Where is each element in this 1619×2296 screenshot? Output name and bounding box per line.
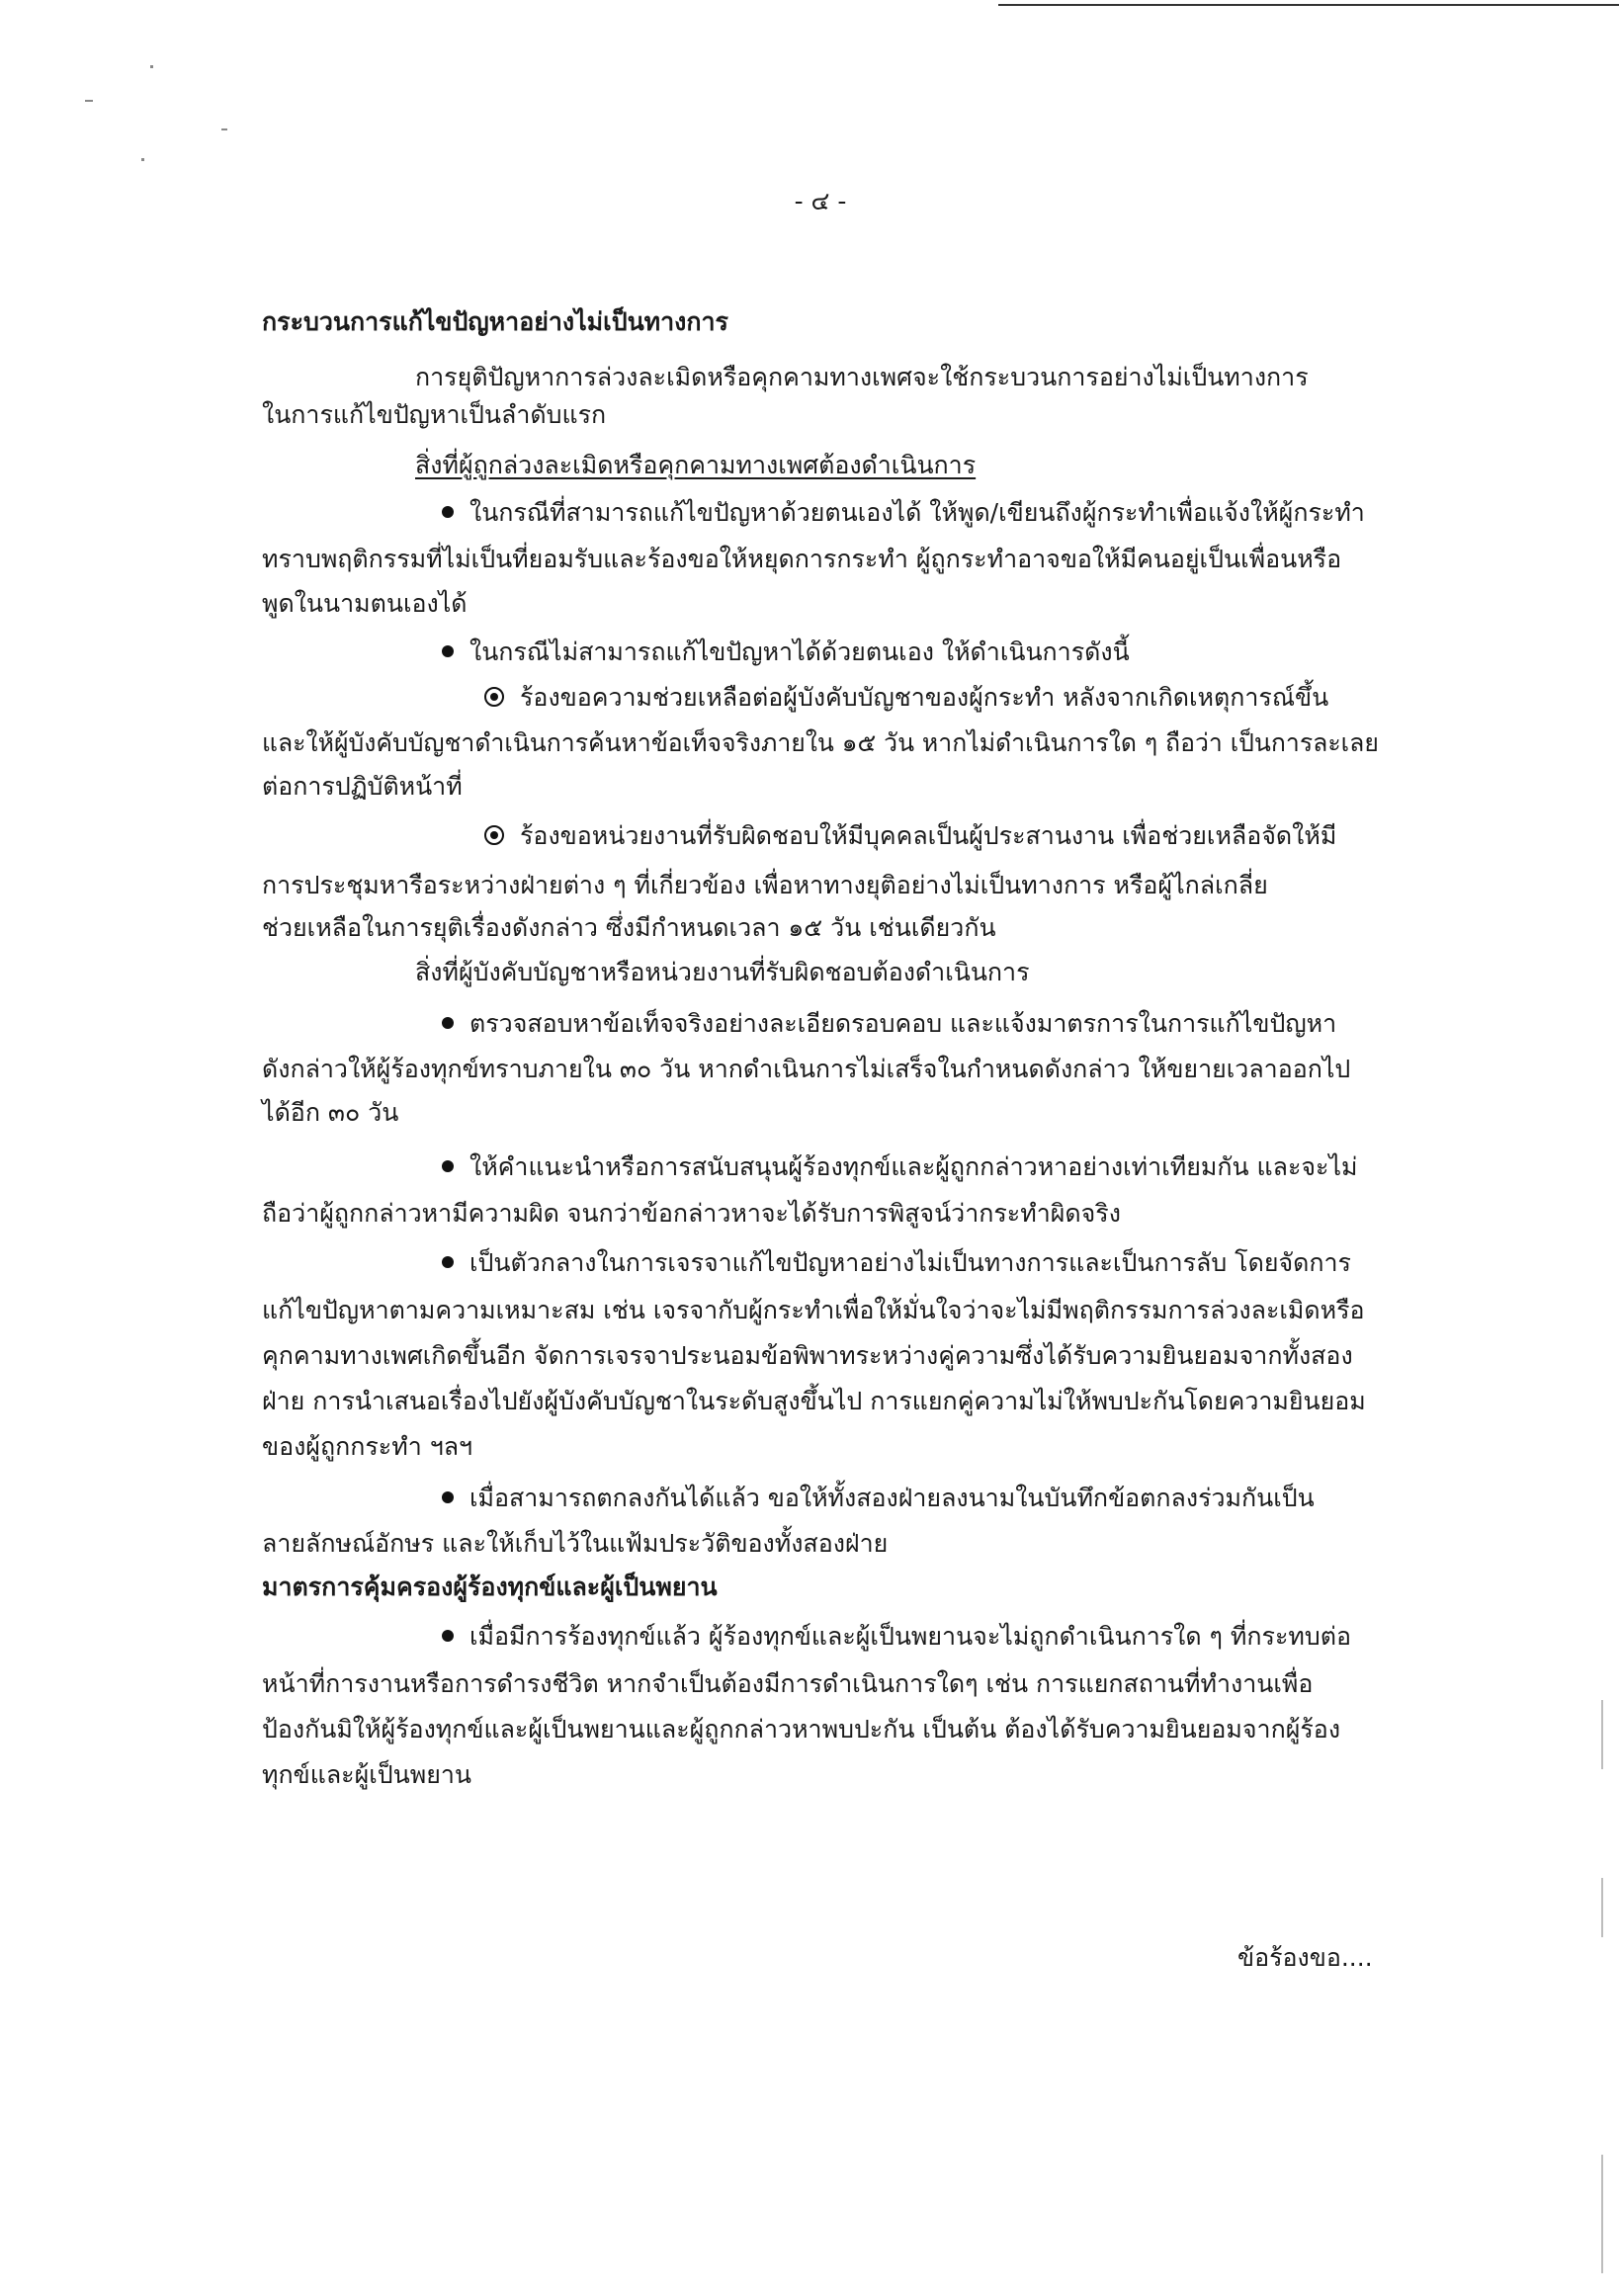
paragraph-line: การประชุมหารือระหว่างฝ่ายต่าง ๆ ที่เกี่ยวข้อง เพื่อหาทางยุติอย่างไม่เป็นทางการ หรือผู้ไกล่เกลี่ย bbox=[262, 871, 1268, 899]
scan-edge-mark bbox=[1601, 1700, 1603, 1769]
bullet-icon bbox=[442, 645, 454, 657]
paragraph-line: ถือว่าผู้ถูกกล่าวหามีความผิด จนกว่าข้อกล่าวหาจะได้รับการพิสูจน์ว่ากระทำผิดจริง bbox=[262, 1199, 1121, 1228]
bullet-paragraph: ในกรณีที่สามารถแก้ไขปัญหาด้วยตนเองได้ ให้พูด/เขียนถึงผู้กระทำเพื่อแจ้งให้ผู้กระทำ bbox=[442, 497, 1365, 529]
section-heading-informal: กระบวนการแก้ไขปัญหาอย่างไม่เป็นทางการ bbox=[262, 307, 728, 336]
paragraph-line: หน้าที่การงานหรือการดำรงชีวิต หากจำเป็นต้องมีการดำเนินการใดๆ เช่น การแยกสถานที่ทำงานเพื่อ bbox=[262, 1669, 1314, 1698]
sub-bullet-paragraph: ร้องขอหน่วยงานที่รับผิดชอบให้มีบุคคลเป็นผู้ประสานงาน เพื่อช่วยเหลือจัดให้มี bbox=[484, 820, 1336, 852]
bullet-paragraph: ให้คำแนะนำหรือการสนับสนุนผู้ร้องทุกข์และผู้ถูกกล่าวหาอย่างเท่าเทียมกัน และจะไม่ bbox=[442, 1151, 1358, 1183]
paragraph-line: ต่อการปฏิบัติหน้าที่ bbox=[262, 772, 463, 801]
paragraph-line: ป้องกันมิให้ผู้ร้องทุกข์และผู้เป็นพยานและผู้ถูกกล่าวหาพบปะกัน เป็นต้น ต้องได้รับความยินยอมจากผู้ร้อง bbox=[262, 1715, 1341, 1743]
bullet-icon bbox=[442, 506, 454, 518]
bullet-icon bbox=[442, 1017, 454, 1029]
scan-speck bbox=[221, 128, 227, 130]
intro-line: การยุติปัญหาการล่วงละเมิดหรือคุกคามทางเพศจะใช้กระบวนการอย่างไม่เป็นทางการ bbox=[415, 363, 1309, 391]
continuation-note: ข้อร้องขอ.... bbox=[1237, 1943, 1373, 1972]
page-number: - ๔ - bbox=[794, 187, 847, 215]
subheading-supervisor: สิ่งที่ผู้บังคับบัญชาหรือหน่วยงานที่รับผิดชอบต้องดำเนินการ bbox=[415, 958, 1030, 986]
paragraph-line: แก้ไขปัญหาตามความเหมาะสม เช่น เจรจากับผู้กระทำเพื่อให้มั่นใจว่าจะไม่มีพฤติกรรมการล่วงละเมิดหรือ bbox=[262, 1296, 1365, 1324]
bullet-paragraph: เป็นตัวกลางในการเจรจาแก้ไขปัญหาอย่างไม่เป็นทางการและเป็นการลับ โดยจัดการ bbox=[442, 1247, 1351, 1279]
paragraph-line: ช่วยเหลือในการยุติเรื่องดังกล่าว ซึ่งมีกำหนดเวลา ๑๕ วัน เช่นเดียวกัน bbox=[262, 913, 996, 942]
bullet-paragraph: เมื่อสามารถตกลงกันได้แล้ว ขอให้ทั้งสองฝ่ายลงนามในบันทึกข้อตกลงร่วมกันเป็น bbox=[442, 1483, 1315, 1514]
scan-speck bbox=[150, 65, 153, 68]
bullet-icon bbox=[442, 1491, 454, 1503]
paragraph-line: ลายลักษณ์อักษร และให้เก็บไว้ในแฟ้มประวัติของทั้งสองฝ่าย bbox=[262, 1529, 889, 1558]
scan-speck bbox=[85, 100, 93, 102]
bullet-icon bbox=[442, 1160, 454, 1172]
paragraph-line: คุกคามทางเพศเกิดขึ้นอีก จัดการเจรจาประนอมข้อพิพาทระหว่างคู่ความซึ่งได้รับความยินยอมจากทั้งสอง bbox=[262, 1341, 1353, 1370]
scan-speck bbox=[141, 158, 144, 161]
radio-bullet-icon bbox=[484, 825, 504, 845]
bullet-icon bbox=[442, 1630, 454, 1642]
paragraph-line: ทราบพฤติกรรมที่ไม่เป็นที่ยอมรับและร้องขอให้หยุดการกระทำ ผู้ถูกระทำอาจขอให้มีคนอยู่เป็นเพื่อนหรือ bbox=[262, 545, 1342, 573]
paragraph-line: ดังกล่าวให้ผู้ร้องทุกข์ทราบภายใน ๓๐ วัน หากดำเนินการไม่เสร็จในกำหนดดังกล่าว ให้ขยายเวลาออกไป bbox=[262, 1055, 1351, 1083]
bullet-icon bbox=[442, 1256, 454, 1268]
section-heading-protection: มาตรการคุ้มครองผู้ร้องทุกข์และผู้เป็นพยาน bbox=[262, 1573, 718, 1601]
paragraph-line: และให้ผู้บังคับบัญชาดำเนินการค้นหาข้อเท็จจริงภายใน ๑๕ วัน หากไม่ดำเนินการใด ๆ ถือว่า เป็นการละเลย bbox=[262, 728, 1379, 757]
paragraph-line: ของผู้ถูกกระทำ ฯลฯ bbox=[262, 1432, 473, 1461]
paragraph-line: ทุกข์และผู้เป็นพยาน bbox=[262, 1760, 471, 1789]
scan-edge-mark bbox=[1601, 2155, 1603, 2273]
paragraph-line: ฝ่าย การนำเสนอเรื่องไปยังผู้บังคับบัญชาในระดับสูงขึ้นไป การแยกคู่ความไม่ให้พบปะกันโดยความยินยอม bbox=[262, 1387, 1366, 1415]
intro-line: ในการแก้ไขปัญหาเป็นลำดับแรก bbox=[262, 400, 607, 429]
bullet-paragraph: ตรวจสอบหาข้อเท็จจริงอย่างละเอียดรอบคอบ และแจ้งมาตรการในการแก้ไขปัญหา bbox=[442, 1008, 1336, 1040]
scan-edge-mark bbox=[1601, 1878, 1603, 1937]
top-rule bbox=[998, 4, 1619, 6]
bullet-paragraph: เมื่อมีการร้องทุกข์แล้ว ผู้ร้องทุกข์และผู้เป็นพยานจะไม่ถูกดำเนินการใด ๆ ที่กระทบต่อ bbox=[442, 1621, 1351, 1653]
paragraph-line: ได้อีก ๓๐ วัน bbox=[262, 1098, 399, 1127]
sub-bullet-paragraph: ร้องขอความช่วยเหลือต่อผู้บังคับบัญชาของผู้กระทำ หลังจากเกิดเหตุการณ์ขึ้น bbox=[484, 682, 1328, 714]
subheading-victim: สิ่งที่ผู้ถูกล่วงละเมิดหรือคุกคามทางเพศต้องดำเนินการ bbox=[415, 451, 977, 479]
paragraph-line: พูดในนามตนเองได้ bbox=[262, 589, 468, 618]
bullet-paragraph: ในกรณีไม่สามารถแก้ไขปัญหาได้ด้วยตนเอง ให้ดำเนินการดังนี้ bbox=[442, 637, 1130, 668]
radio-bullet-icon bbox=[484, 687, 504, 707]
